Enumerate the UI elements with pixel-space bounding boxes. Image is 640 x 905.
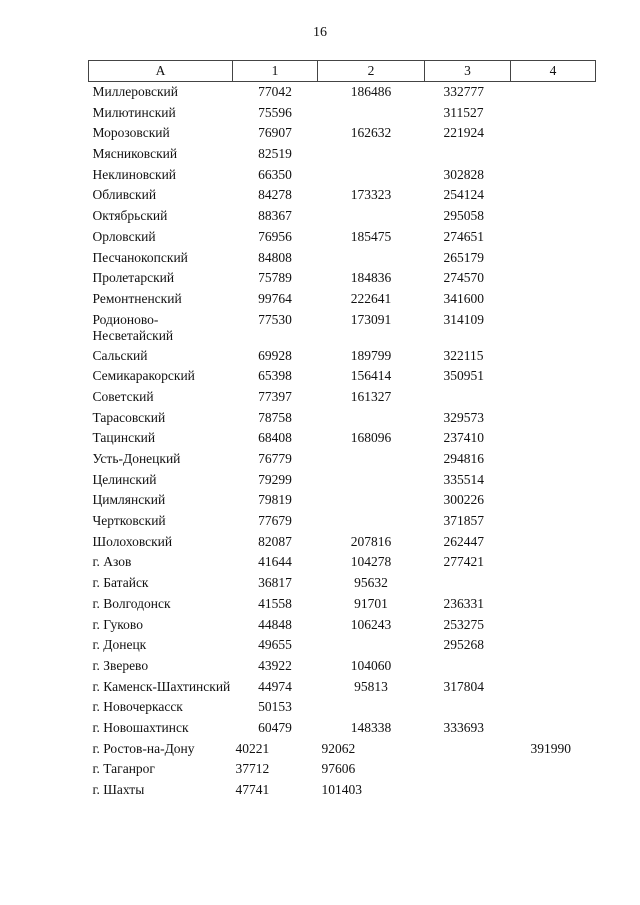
value-cell-col3 xyxy=(425,739,511,760)
value-cell-col1: 68408 xyxy=(258,430,292,446)
value-cell-col2: 104278 xyxy=(350,554,392,570)
value-cell-col1: 79819 xyxy=(258,492,292,508)
value-cell-col3 xyxy=(425,780,511,801)
column-header-a: А xyxy=(89,61,233,82)
value-cell-col1: 44974 xyxy=(258,678,292,694)
value-cell-col1: 37712 xyxy=(235,761,270,777)
value-cell-col1: 36817 xyxy=(258,575,292,591)
value-cell-col4 xyxy=(511,123,596,144)
value-cell-col4 xyxy=(511,594,596,615)
table-row xyxy=(89,635,596,656)
value-cell-col2 xyxy=(318,511,425,532)
row-name-cell: Миллеровский xyxy=(92,84,178,99)
table-row xyxy=(89,532,596,553)
page-number: 16 xyxy=(313,25,327,40)
value-cell-col3: 333693 xyxy=(443,719,484,735)
value-cell-col3: 253275 xyxy=(443,616,484,632)
value-cell-col1: 77530 xyxy=(258,311,292,327)
value-cell-col4 xyxy=(511,490,596,511)
value-cell-col1: 75596 xyxy=(258,104,292,120)
table-row xyxy=(89,408,596,429)
table-row xyxy=(89,346,596,367)
table-row xyxy=(89,165,596,186)
value-cell-col4 xyxy=(511,206,596,227)
value-cell-col3 xyxy=(425,144,511,165)
value-cell-col2: 168096 xyxy=(350,430,392,446)
value-cell-col3: 265179 xyxy=(443,249,484,265)
value-cell-col4 xyxy=(511,532,596,553)
value-cell-col1: 84808 xyxy=(258,249,292,265)
row-name-cell: г. Шахты xyxy=(92,782,145,797)
value-cell-col1: 47741 xyxy=(235,782,270,797)
value-cell-col1: 50153 xyxy=(258,699,292,715)
row-name-cell: г. Донецк xyxy=(92,637,147,653)
row-name-cell: Ремонтненский xyxy=(92,290,182,306)
value-cell-col2 xyxy=(318,206,425,227)
value-cell-col1: 84278 xyxy=(258,187,292,203)
value-cell-col1: 41558 xyxy=(258,595,292,611)
value-cell-col2: 97606 xyxy=(321,761,356,777)
table-row xyxy=(89,511,596,532)
table-row xyxy=(89,310,596,346)
table-row xyxy=(89,490,596,511)
value-cell-col4 xyxy=(511,759,596,780)
value-cell-col3: 274570 xyxy=(443,270,484,286)
value-cell-col3 xyxy=(425,697,511,718)
value-cell-col4 xyxy=(511,780,596,801)
row-name-cell: Пролетарский xyxy=(92,270,175,286)
value-cell-col4 xyxy=(511,656,596,677)
value-cell-col2: 222641 xyxy=(350,290,392,306)
value-cell-col3: 332777 xyxy=(443,84,484,99)
row-name-cell: г. Зверево xyxy=(92,657,149,673)
value-cell-col2: 184836 xyxy=(350,270,392,286)
value-cell-col1: 75789 xyxy=(258,270,292,286)
value-cell-col2: 173323 xyxy=(350,187,392,203)
value-cell-col4 xyxy=(511,248,596,269)
row-name-cell: г. Новочеркасск xyxy=(92,699,183,715)
table-row xyxy=(89,268,596,289)
column-header-4: 4 xyxy=(511,61,596,82)
value-cell-col2 xyxy=(318,470,425,491)
table-row xyxy=(89,697,596,718)
row-name-cell: г. Ростов-на-Дону xyxy=(92,740,195,756)
row-name-cell: г. Новошахтинск xyxy=(92,719,189,735)
value-cell-col2: 173091 xyxy=(350,311,392,327)
value-cell-col2: 101403 xyxy=(321,782,362,797)
table-row xyxy=(89,428,596,449)
value-cell-col3: 237410 xyxy=(443,430,484,446)
value-cell-col3: 311527 xyxy=(443,104,484,120)
value-cell-col4 xyxy=(511,268,596,289)
table-row xyxy=(89,185,596,206)
value-cell-col3: 274651 xyxy=(443,228,484,244)
row-name-cell: Шолоховский xyxy=(92,533,173,549)
value-cell-col4 xyxy=(511,408,596,429)
value-cell-col1: 79299 xyxy=(258,471,292,487)
table-row xyxy=(89,656,596,677)
value-cell-col1: 66350 xyxy=(258,166,292,182)
table-row xyxy=(89,573,596,594)
row-name-cell: г. Волгодонск xyxy=(92,595,171,611)
row-name-cell: Тацинский xyxy=(92,430,156,446)
data-table xyxy=(88,60,596,801)
table-row xyxy=(89,470,596,491)
value-cell-col2: 162632 xyxy=(350,125,392,141)
row-name-cell: Обливский xyxy=(92,187,157,203)
value-cell-col3: 322115 xyxy=(443,347,484,363)
value-cell-col3 xyxy=(425,573,511,594)
value-cell-col4 xyxy=(511,366,596,387)
row-name-cell: Советский xyxy=(92,388,154,404)
row-name-cell: Семикаракорский xyxy=(92,368,195,384)
header-row xyxy=(89,61,596,82)
value-cell-col1: 76956 xyxy=(258,228,292,244)
table-row xyxy=(89,677,596,698)
value-cell-col3: 294816 xyxy=(443,451,484,466)
value-cell-col1: 76907 xyxy=(258,125,292,141)
value-cell-col1: 40221 xyxy=(235,740,270,756)
table-row xyxy=(89,227,596,248)
row-name-cell: Тарасовский xyxy=(92,409,166,425)
value-cell-col1: 88367 xyxy=(258,208,292,224)
value-cell-col3: 295268 xyxy=(443,637,484,653)
row-name-cell: г. Каменск-Шахтинский xyxy=(92,678,231,694)
row-name-cell: Целинский xyxy=(92,471,157,487)
table-row xyxy=(89,248,596,269)
table-row xyxy=(89,103,596,124)
value-cell-col3: 300226 xyxy=(443,492,484,508)
value-cell-col2: 95632 xyxy=(354,575,388,591)
value-cell-col4 xyxy=(511,552,596,573)
table-row xyxy=(89,82,596,103)
value-cell-col2: 156414 xyxy=(350,368,392,384)
table-row xyxy=(89,387,596,408)
value-cell-col4 xyxy=(511,449,596,470)
value-cell-col3 xyxy=(425,759,511,780)
value-cell-col3: 350951 xyxy=(443,368,484,384)
value-cell-col3: 262447 xyxy=(443,533,484,549)
table-row xyxy=(89,759,596,780)
column-header-3: 3 xyxy=(425,61,511,82)
value-cell-col4 xyxy=(511,428,596,449)
value-cell-col2 xyxy=(318,635,425,656)
value-cell-col1: 69928 xyxy=(258,347,292,363)
table-row xyxy=(89,615,596,636)
row-name-cell: Чертковский xyxy=(92,513,166,529)
row-name-cell: г. Азов xyxy=(92,554,132,570)
value-cell-col1: 41644 xyxy=(258,554,292,570)
table-header xyxy=(89,61,596,82)
row-name-cell: Морозовский xyxy=(92,125,170,141)
value-cell-col1: 99764 xyxy=(258,290,292,306)
table-row xyxy=(89,123,596,144)
row-name-cell: Песчанокопский xyxy=(92,249,188,265)
value-cell-col2: 148338 xyxy=(350,719,392,735)
value-cell-col3: 341600 xyxy=(443,290,484,306)
value-cell-col4 xyxy=(511,677,596,698)
value-cell-col4 xyxy=(511,635,596,656)
value-cell-col1: 44848 xyxy=(258,616,292,632)
value-cell-col4 xyxy=(511,511,596,532)
row-name-cell: г. Батайск xyxy=(92,575,149,591)
value-cell-col2 xyxy=(318,144,425,165)
value-cell-col1: 82087 xyxy=(258,533,292,549)
row-name-cell: Октябрьский xyxy=(92,208,168,224)
row-name-cell: Усть-Донецкий xyxy=(92,451,181,466)
value-cell-col4 xyxy=(511,346,596,367)
value-cell-col3: 295058 xyxy=(443,208,484,224)
value-cell-col2 xyxy=(318,103,425,124)
table-row xyxy=(89,780,596,801)
value-cell-col4 xyxy=(511,82,596,103)
row-name-cell: г. Гуково xyxy=(92,616,143,632)
value-cell-col1: 77679 xyxy=(258,513,292,529)
value-cell-col2: 92062 xyxy=(321,740,356,756)
row-name-cell: Милютинский xyxy=(92,104,176,120)
value-cell-col2 xyxy=(318,697,425,718)
value-cell-col4: 391990 xyxy=(530,740,571,756)
value-cell-col1: 76779 xyxy=(258,451,292,466)
value-cell-col2: 186486 xyxy=(350,84,392,99)
row-name-cell: Сальский xyxy=(92,347,148,363)
value-cell-col4 xyxy=(511,615,596,636)
table-row xyxy=(89,206,596,227)
value-cell-col2 xyxy=(318,248,425,269)
value-cell-col4 xyxy=(511,697,596,718)
value-cell-col3: 302828 xyxy=(443,166,484,182)
value-cell-col3: 277421 xyxy=(443,554,484,570)
value-cell-col3: 254124 xyxy=(443,187,484,203)
value-cell-col4 xyxy=(511,103,596,124)
row-name-cell: Орловский xyxy=(92,228,156,244)
value-cell-col1: 78758 xyxy=(258,409,292,425)
table-row xyxy=(89,594,596,615)
value-cell-col2 xyxy=(318,490,425,511)
value-cell-col3: 221924 xyxy=(443,125,484,141)
value-cell-col4 xyxy=(511,289,596,310)
value-cell-col2 xyxy=(318,449,425,470)
value-cell-col1: 77397 xyxy=(258,388,292,404)
column-header-2: 2 xyxy=(318,61,425,82)
value-cell-col4 xyxy=(511,573,596,594)
table-row xyxy=(89,366,596,387)
value-cell-col1: 82519 xyxy=(258,146,292,162)
value-cell-col2 xyxy=(318,408,425,429)
row-name-cell: г. Таганрог xyxy=(92,761,155,777)
value-cell-col2: 91701 xyxy=(354,595,388,611)
value-cell-col4 xyxy=(511,470,596,491)
value-cell-col1: 43922 xyxy=(258,657,292,673)
table-row xyxy=(89,718,596,739)
value-cell-col4 xyxy=(511,165,596,186)
value-cell-col2 xyxy=(318,165,425,186)
table-row xyxy=(89,739,596,760)
value-cell-col3: 314109 xyxy=(443,311,484,327)
value-cell-col2: 185475 xyxy=(350,228,392,244)
row-name-cell: Цимлянский xyxy=(92,492,166,508)
table-row xyxy=(89,552,596,573)
value-cell-col2: 207816 xyxy=(350,533,392,549)
data-table-container xyxy=(88,60,596,801)
table-body xyxy=(89,82,596,801)
value-cell-col4 xyxy=(511,227,596,248)
table-row xyxy=(89,144,596,165)
value-cell-col2: 104060 xyxy=(350,657,392,673)
value-cell-col3: 236331 xyxy=(443,595,484,611)
row-name-cell: Мясниковский xyxy=(92,146,178,162)
table-row xyxy=(89,289,596,310)
value-cell-col3 xyxy=(425,387,511,408)
value-cell-col4 xyxy=(511,144,596,165)
value-cell-col2: 161327 xyxy=(350,388,392,404)
value-cell-col4 xyxy=(511,387,596,408)
column-header-1: 1 xyxy=(233,61,318,82)
row-name-cell: Неклиновский xyxy=(92,166,177,182)
value-cell-col2: 189799 xyxy=(350,347,392,363)
value-cell-col3: 335514 xyxy=(443,471,484,487)
value-cell-col1: 77042 xyxy=(258,84,292,99)
value-cell-col2: 106243 xyxy=(350,616,392,632)
value-cell-col4 xyxy=(511,718,596,739)
value-cell-col3: 329573 xyxy=(443,409,484,425)
value-cell-col1: 49655 xyxy=(258,637,292,653)
value-cell-col1: 65398 xyxy=(258,368,292,384)
value-cell-col3 xyxy=(425,656,511,677)
value-cell-col3: 317804 xyxy=(443,678,484,694)
value-cell-col4 xyxy=(511,310,596,346)
row-name-cell: Родионово-Несветайский xyxy=(92,311,174,343)
table-row xyxy=(89,449,596,470)
value-cell-col2: 95813 xyxy=(354,678,388,694)
value-cell-col4 xyxy=(511,185,596,206)
value-cell-col3: 371857 xyxy=(443,513,484,529)
value-cell-col1: 60479 xyxy=(258,719,292,735)
